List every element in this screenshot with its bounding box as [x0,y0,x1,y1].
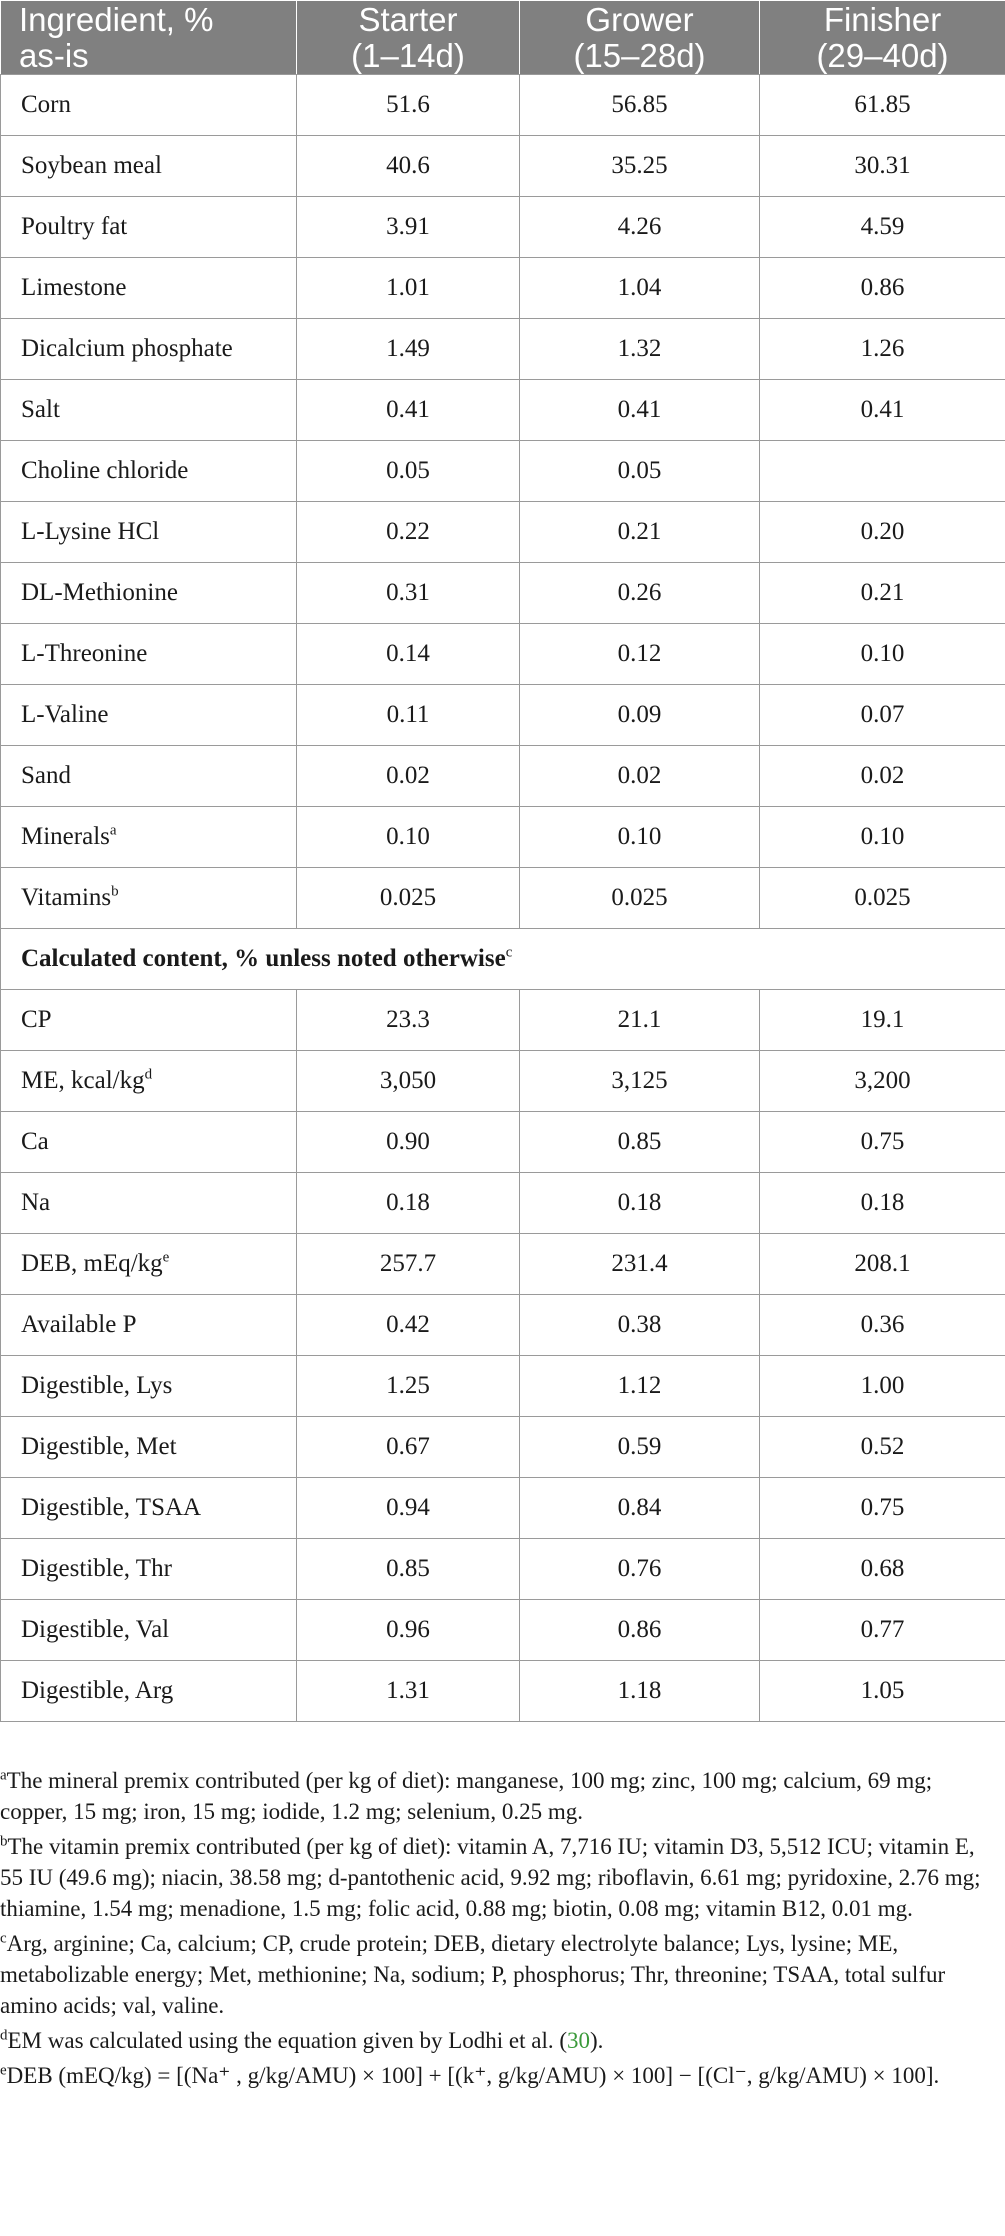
footnote-b-text: The vitamin premix contributed (per kg of diet): vitamin A, 7,716 IU; vitamin D3, 5,512 ICU; vitamin E, 55 IU (49.6 mg); niacin, 38.58 mg; d-pantothenic acid, 9.92 mg; riboflavin, 6.61 mg; pyridoxine, 2.76 mg; thiamine, 1.54 mg; menadione, 1.5 mg; folic acid, 0.88 mg; biotin, 0.08 mg; vitamin B12, 0.01 mg. [0,1834,981,1921]
table-body [1,75,1005,1722]
footnote-e-mark: e [0,2062,7,2079]
header-row [1,1,1005,75]
calculated-grower-value: 0.84 [520,1478,760,1539]
header-grower-line1: Grower [585,0,694,38]
calculated-row [1,1173,1005,1234]
section-row [1,929,1005,990]
ingredient-starter-value: 1.49 [297,319,520,380]
ingredient-footnote-mark: b [111,883,119,900]
ingredient-row [1,685,1005,746]
calculated-name-cell [1,1661,297,1722]
ingredient-name-cell [1,319,297,380]
calculated-starter-value: 0.90 [297,1112,520,1173]
calculated-name: Ca [21,1128,49,1155]
calculated-starter-value: 23.3 [297,990,520,1051]
calculated-name-cell [1,1478,297,1539]
calculated-name: Digestible, Val [21,1616,170,1643]
ingredient-row [1,258,1005,319]
ingredient-row [1,75,1005,136]
ingredient-grower-value: 0.02 [520,746,760,807]
calculated-grower-value: 0.76 [520,1539,760,1600]
ingredient-row [1,624,1005,685]
calculated-finisher-value: 0.18 [760,1173,1005,1234]
ingredient-name: Choline chloride [21,457,189,484]
ingredient-name-cell [1,197,297,258]
calculated-row [1,1112,1005,1173]
ingredient-name: L-Threonine [21,640,148,667]
ingredient-grower-value: 1.32 [520,319,760,380]
ingredient-finisher-value: 0.10 [760,807,1005,868]
ingredient-grower-value: 4.26 [520,197,760,258]
ingredient-starter-value: 0.31 [297,563,520,624]
footnote-a [0,1765,1005,1827]
calculated-name: Na [21,1189,51,1216]
ingredient-grower-value: 0.21 [520,502,760,563]
ingredient-starter-value: 0.02 [297,746,520,807]
calculated-row [1,1356,1005,1417]
calculated-name: Digestible, Met [21,1433,177,1460]
calculated-name: Available P [21,1311,137,1338]
calculated-grower-value: 1.12 [520,1356,760,1417]
calculated-row [1,1295,1005,1356]
ingredient-name: Vitamins [21,884,112,911]
ingredient-name: Salt [21,396,60,423]
header-grower-line2: (15–28d) [573,36,706,74]
ingredient-finisher-value: 30.31 [760,136,1005,197]
calculated-row [1,990,1005,1051]
calculated-finisher-value: 1.00 [760,1356,1005,1417]
header-starter [297,1,520,75]
calculated-name: Digestible, Arg [21,1677,174,1704]
ingredient-name-cell [1,380,297,441]
calculated-finisher-value: 0.36 [760,1295,1005,1356]
footnote-a-text: The mineral premix contributed (per kg of diet): manganese, 100 mg; zinc, 100 mg; calcium, 69 mg; copper, 15 mg; iron, 15 mg; iodide, 1.2 mg; selenium, 0.25 mg. [0,1768,933,1824]
reference-link[interactable]: 30 [567,2028,591,2053]
ingredient-row [1,563,1005,624]
ingredient-starter-value: 0.11 [297,685,520,746]
calculated-grower-value: 0.38 [520,1295,760,1356]
ingredient-finisher-value: 0.86 [760,258,1005,319]
calculated-grower-value: 21.1 [520,990,760,1051]
section-footnote-mark: c [505,944,513,961]
ingredient-name-cell [1,563,297,624]
ingredient-finisher-value: 0.20 [760,502,1005,563]
ingredient-grower-value: 0.05 [520,441,760,502]
calculated-row [1,1539,1005,1600]
calculated-finisher-value: 0.77 [760,1600,1005,1661]
calculated-starter-value: 1.25 [297,1356,520,1417]
calculated-starter-value: 1.31 [297,1661,520,1722]
ingredient-grower-value: 0.12 [520,624,760,685]
ingredient-row [1,380,1005,441]
calculated-name: Digestible, Thr [21,1555,172,1582]
calculated-name-cell [1,1112,297,1173]
ingredient-finisher-value: 0.10 [760,624,1005,685]
ingredient-grower-value: 1.04 [520,258,760,319]
header-ingredient-line1: Ingredient, % [19,0,214,38]
ingredient-finisher-value: 0.41 [760,380,1005,441]
calculated-grower-value: 0.18 [520,1173,760,1234]
ingredient-name-cell [1,75,297,136]
ingredient-name-cell [1,502,297,563]
ingredient-row [1,868,1005,929]
ingredient-name-cell [1,258,297,319]
ingredient-name: Limestone [21,274,127,301]
ingredient-grower-value: 0.09 [520,685,760,746]
calculated-grower-value: 231.4 [520,1234,760,1295]
calculated-name-cell [1,1356,297,1417]
ingredient-finisher-value: 1.26 [760,319,1005,380]
footnote-d-mark: d [0,2027,8,2044]
calculated-grower-value: 1.18 [520,1661,760,1722]
section-label-cell [1,929,1005,990]
calculated-name-cell [1,1234,297,1295]
calculated-starter-value: 0.96 [297,1600,520,1661]
ingredient-row [1,807,1005,868]
calculated-starter-value: 0.42 [297,1295,520,1356]
ingredient-starter-value: 0.10 [297,807,520,868]
ingredient-name: Corn [21,91,71,118]
footnotes [0,1765,1005,2095]
calculated-starter-value: 0.85 [297,1539,520,1600]
header-finisher-line1: Finisher [823,0,942,38]
calculated-name-cell [1,1539,297,1600]
footnote-c-mark: c [0,1930,7,1947]
ingredient-name-cell [1,624,297,685]
calculated-name-cell [1,990,297,1051]
calculated-finisher-value: 3,200 [760,1051,1005,1112]
ingredient-name: Sand [21,762,71,789]
ingredient-name: L-Lysine HCl [21,518,160,545]
calculated-finisher-value: 0.75 [760,1112,1005,1173]
calculated-starter-value: 3,050 [297,1051,520,1112]
ingredient-finisher-value: 0.07 [760,685,1005,746]
calculated-starter-value: 0.18 [297,1173,520,1234]
calculated-name-cell [1,1173,297,1234]
footnote-c-text: Arg, arginine; Ca, calcium; CP, crude protein; DEB, dietary electrolyte balance; Lys, lysine; ME, metabolizable energy; Met, methionine; Na, sodium; P, phosphorus; Thr, threonine; TSAA, total sulfur amino acids; val, valine. [0,1931,946,2018]
header-starter-line1: Starter [358,0,458,38]
calculated-row [1,1661,1005,1722]
calculated-name-cell [1,1600,297,1661]
ingredient-starter-value: 3.91 [297,197,520,258]
footnote-d-text-before: EM was calculated using the equation given by Lodhi et al. ( [7,2028,568,2053]
ingredient-row [1,136,1005,197]
ingredient-grower-value: 0.025 [520,868,760,929]
calculated-starter-value: 257.7 [297,1234,520,1295]
ingredient-starter-value: 51.6 [297,75,520,136]
footnote-e [0,2060,1005,2091]
header-grower [520,1,760,75]
calculated-footnote-mark: e [162,1249,170,1266]
header-finisher-line2: (29–40d) [816,36,949,74]
calculated-row [1,1478,1005,1539]
ingredient-grower-value: 0.41 [520,380,760,441]
calculated-finisher-value: 0.68 [760,1539,1005,1600]
ingredient-row [1,319,1005,380]
calculated-row [1,1417,1005,1478]
calculated-row [1,1051,1005,1112]
calculated-finisher-value: 0.75 [760,1478,1005,1539]
table-header [1,1,1005,75]
ingredient-grower-value: 0.10 [520,807,760,868]
ingredient-row [1,502,1005,563]
ingredient-starter-value: 1.01 [297,258,520,319]
ingredient-grower-value: 0.26 [520,563,760,624]
calculated-name: Digestible, Lys [21,1372,173,1399]
footnote-b-mark: b [0,1833,8,1850]
section-label: Calculated content, % unless noted otherwise [21,945,506,972]
ingredient-starter-value: 0.025 [297,868,520,929]
ingredient-name: Minerals [21,823,110,850]
ingredient-grower-value: 35.25 [520,136,760,197]
footnote-d-text-after: ). [590,2028,604,2053]
footnote-c [0,1928,1005,2021]
footnote-e-text: DEB (mEQ/kg) = [(Na⁺ , g/kg/AMU) × 100] + [(k⁺, g/kg/AMU) × 100] − [(Cl⁻, g/kg/AMU) × 100]. [6,2063,940,2088]
ingredient-starter-value: 40.6 [297,136,520,197]
calculated-name-cell [1,1295,297,1356]
ingredient-starter-value: 0.05 [297,441,520,502]
ingredient-name: DL-Methionine [21,579,178,606]
calculated-name: CP [21,1006,52,1033]
calculated-finisher-value: 208.1 [760,1234,1005,1295]
calculated-finisher-value: 19.1 [760,990,1005,1051]
ingredient-name: Poultry fat [21,213,128,240]
ingredient-starter-value: 0.41 [297,380,520,441]
calculated-grower-value: 0.59 [520,1417,760,1478]
ingredient-row [1,441,1005,502]
ingredient-name-cell [1,807,297,868]
ingredient-finisher-value: 0.21 [760,563,1005,624]
ingredient-finisher-value: 0.02 [760,746,1005,807]
ingredient-starter-value: 0.14 [297,624,520,685]
calculated-name: ME, kcal/kg [21,1067,145,1094]
ingredient-name-cell [1,746,297,807]
calculated-grower-value: 0.85 [520,1112,760,1173]
footnote-a-mark: a [0,1767,7,1784]
ingredient-name-cell [1,685,297,746]
ingredient-starter-value: 0.22 [297,502,520,563]
header-starter-line2: (1–14d) [351,36,465,74]
ingredient-footnote-mark: a [109,822,117,839]
calculated-grower-value: 0.86 [520,1600,760,1661]
calculated-footnote-mark: d [144,1066,153,1083]
calculated-name-cell [1,1051,297,1112]
ingredient-finisher-value: 0.025 [760,868,1005,929]
calculated-row [1,1600,1005,1661]
footnote-b [0,1831,1005,1924]
ingredient-name: Dicalcium phosphate [21,335,233,362]
calculated-name: Digestible, TSAA [21,1494,202,1521]
calculated-grower-value: 3,125 [520,1051,760,1112]
ingredient-name-cell [1,136,297,197]
ingredient-grower-value: 56.85 [520,75,760,136]
ingredient-finisher-value: 4.59 [760,197,1005,258]
ingredient-row [1,197,1005,258]
ingredient-name: L-Valine [21,701,109,728]
header-finisher [760,1,1005,75]
footnote-d [0,2025,1005,2056]
calculated-starter-value: 0.94 [297,1478,520,1539]
ingredient-row [1,746,1005,807]
calculated-name-cell [1,1417,297,1478]
header-ingredient [1,1,297,75]
ingredient-finisher-value: 61.85 [760,75,1005,136]
ingredient-name-cell [1,868,297,929]
ingredient-name: Soybean meal [21,152,162,179]
ingredient-finisher-value [760,441,1005,502]
calculated-starter-value: 0.67 [297,1417,520,1478]
calculated-row [1,1234,1005,1295]
calculated-name: DEB, mEq/kg [21,1250,163,1277]
calculated-finisher-value: 0.52 [760,1417,1005,1478]
calculated-finisher-value: 1.05 [760,1661,1005,1722]
header-ingredient-line2: as-is [19,36,89,74]
ingredient-name-cell [1,441,297,502]
